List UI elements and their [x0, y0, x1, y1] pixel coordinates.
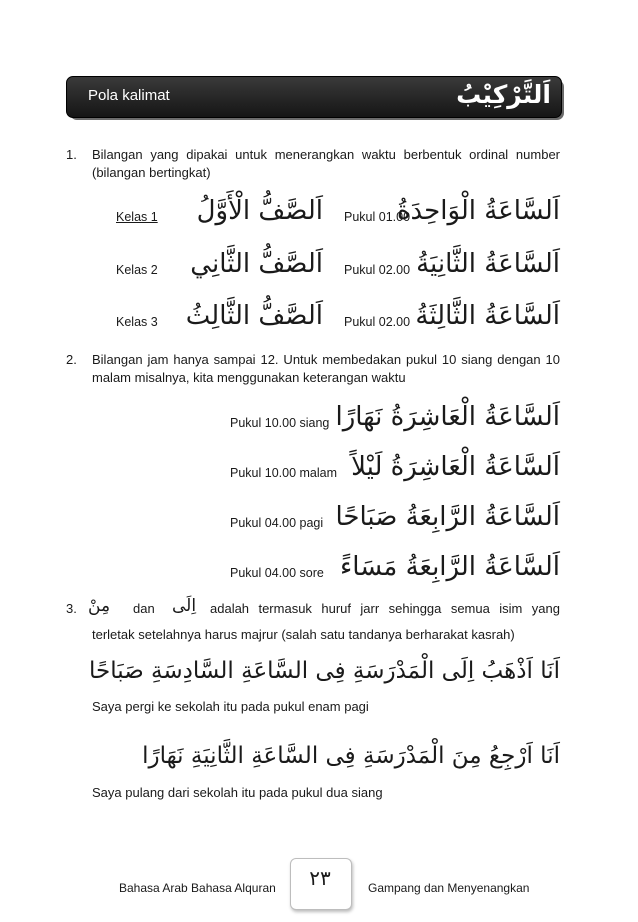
section-title-arabic: اَلتَّرْكِيْبُ [456, 80, 551, 109]
example-arabic-1: اَنَا اَذْهَبُ اِلَى الْمَدْرَسَةِ فِى السَّاعَةِ السَّادِسَةِ صَبَاحًا [89, 658, 560, 684]
time-row-arabic-4: اَلسَّاعَةُ الرَّابِعَةُ مَسَاءً [340, 552, 560, 582]
time-row-arabic-1: اَلسَّاعَةُ الْعَاشِرَةُ نَهَارًا [335, 402, 560, 432]
time-arabic-3: اَلسَّاعَةُ الثَّالِثَةُ [415, 301, 560, 331]
time-label-3: Pukul 02.00 [344, 315, 411, 329]
page-number: ٢٣ [309, 866, 331, 890]
time-label-1: Pukul 01.00 [344, 210, 411, 224]
point-2 [66, 351, 560, 387]
class-arabic-2: اَلصَّفُّ الثَّانِي [190, 249, 323, 279]
time-arabic-2: اَلسَّاعَةُ الثَّانِيَةُ [416, 249, 560, 279]
footer-right: Gampang dan Menyenangkan [368, 881, 530, 895]
footer-left: Bahasa Arab Bahasa Alquran [119, 881, 276, 895]
section-title: Pola kalimat [88, 87, 170, 104]
example-translation-1: Saya pergi ke sekolah itu pada pukul enam pagi [92, 699, 369, 714]
time-label-2: Pukul 02.00 [344, 263, 411, 277]
time-row-label-3: Pukul 04.00 pagi [230, 516, 324, 530]
class-arabic-1: اَلصَّفُّ الْأَوَّلُ [196, 196, 323, 226]
point-3-line2: terletak setelahnya harus majrur (salah satu tandanya berharakat kasrah) [92, 627, 515, 642]
point-3-word-dan: dan [133, 601, 155, 616]
example-translation-2: Saya pulang dari sekolah itu pada pukul dua siang [92, 785, 383, 800]
point-3-number: 3. [66, 601, 77, 616]
time-row-label-1: Pukul 10.00 siang [230, 416, 330, 430]
example-arabic-2: اَنَا اَرْجِعُ مِنَ الْمَدْرَسَةِ فِى السَّاعَةِ الثَّانِيَةِ نَهَارًا [142, 743, 560, 769]
time-row-label-4: Pukul 04.00 sore [230, 566, 324, 580]
time-arabic-1: اَلسَّاعَةُ الْوَاحِدَةُ [396, 196, 560, 226]
class-label-3: Kelas 3 [116, 315, 158, 329]
point-3-word-min: مِنْ [88, 596, 111, 616]
point-3-line1: adalah termasuk huruf jarr sehingga semua isim yang [210, 601, 560, 616]
class-arabic-3: اَلصَّفُّ الثَّالِثُ [185, 301, 323, 331]
point-2-number: 2. [66, 352, 77, 367]
time-row-label-2: Pukul 10.00 malam [230, 466, 338, 480]
point-1-number: 1. [66, 147, 77, 162]
class-label-1: Kelas 1 [116, 210, 158, 224]
time-row-arabic-2: اَلسَّاعَةُ الْعَاشِرَةُ لَيْلاً [351, 452, 560, 482]
point-1 [66, 146, 560, 182]
point-2-text: Bilangan jam hanya sampai 12. Untuk membedakan pukul 10 siang dengan 10 malam misalnya, kita menggunakan keterangan waktu [92, 352, 560, 385]
time-row-arabic-3: اَلسَّاعَةُ الرَّابِعَةُ صَبَاحًا [335, 502, 560, 532]
class-label-2: Kelas 2 [116, 263, 158, 277]
point-3-word-ila: اِلَى [172, 596, 197, 616]
point-1-text: Bilangan yang dipakai untuk menerangkan waktu berbentuk ordinal number (bilangan bertingkat) [92, 147, 560, 180]
